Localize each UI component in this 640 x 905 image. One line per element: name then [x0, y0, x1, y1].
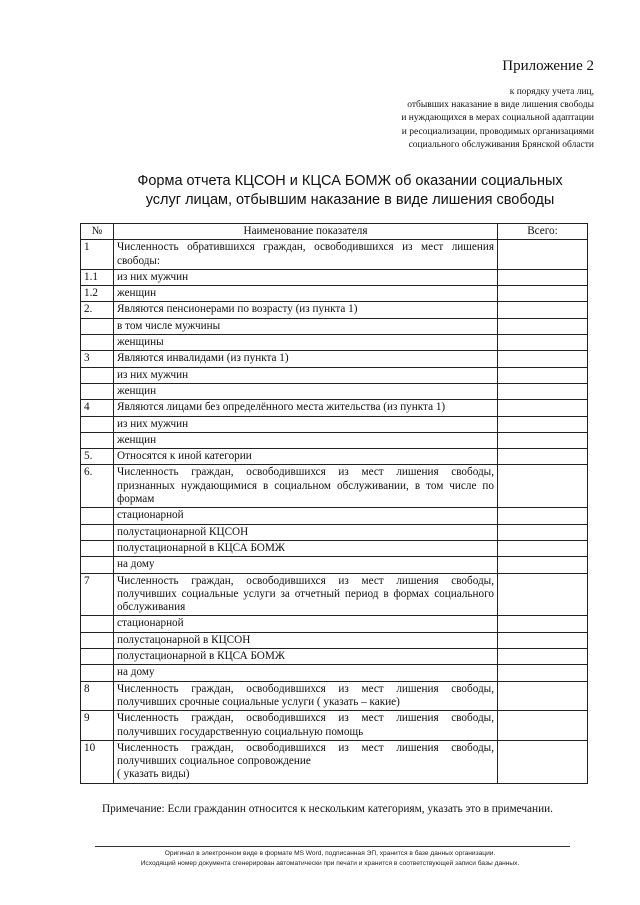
row-number: 8: [81, 681, 114, 711]
row-indicator-text: Являются инвалидами (из пункта 1): [117, 352, 289, 365]
row-indicator-text: стационарной: [117, 617, 184, 630]
form-title-line: Форма отчета КЦСОН и КЦСА БОМЖ об оказании социальных: [137, 173, 563, 189]
table-row: [81, 416, 588, 432]
row-total-cell[interactable]: [498, 524, 588, 540]
row-indicator-text: стационарной: [117, 509, 184, 522]
header-num: №: [81, 224, 114, 240]
row-indicator-text: Численность граждан, освободившихся из мест лишения свободы, получивших государственную социальную помощь: [117, 712, 494, 738]
table-row: [81, 524, 588, 540]
row-indicator: [114, 649, 498, 665]
row-total-cell[interactable]: [498, 286, 588, 302]
row-total-cell[interactable]: [498, 557, 588, 573]
row-indicator-text: Являются пенсионерами по возрасту (из пункта 1): [117, 303, 358, 316]
row-indicator: [114, 367, 498, 383]
table-row: [81, 367, 588, 383]
row-number: [81, 649, 114, 665]
row-indicator: [114, 616, 498, 632]
row-total-cell[interactable]: [498, 465, 588, 508]
form-title: [90, 172, 610, 210]
row-indicator-text: Являются лицами без определённого места жительства (из пункта 1): [117, 401, 446, 414]
row-number: [81, 540, 114, 556]
row-indicator: [114, 240, 498, 270]
table-row: [81, 649, 588, 665]
row-indicator: [114, 557, 498, 573]
row-indicator-text: полустационарной в КЦСА БОМЖ: [117, 650, 285, 663]
table-header-row: [81, 224, 588, 240]
table-row: [81, 632, 588, 648]
row-total-cell[interactable]: [498, 649, 588, 665]
row-total-cell[interactable]: [498, 302, 588, 318]
row-indicator-text: Численность граждан, освободившихся из мест лишения свободы, признанных нуждающимися в социальном обслуживании, в том числе по формам: [117, 466, 494, 506]
row-indicator: [114, 318, 498, 334]
row-total-cell[interactable]: [498, 383, 588, 399]
table-row: [81, 335, 588, 351]
row-total-cell[interactable]: [498, 508, 588, 524]
table-row: [81, 318, 588, 334]
report-table: [80, 223, 588, 784]
row-total-cell[interactable]: [498, 351, 588, 367]
row-total-cell[interactable]: [498, 711, 588, 741]
row-total-cell[interactable]: [498, 681, 588, 711]
row-number: 6.: [81, 465, 114, 508]
row-indicator: [114, 351, 498, 367]
row-number: 10: [81, 740, 114, 783]
row-indicator-text: Численность граждан, освободившихся из мест лишения свободы, получивших срочные социальные услуги ( указать – какие): [117, 682, 494, 708]
row-indicator-text: из них мужчин: [117, 368, 189, 381]
row-indicator: [114, 286, 498, 302]
appendix-line: к порядку учета лиц,: [509, 87, 594, 97]
appendix-line: отбывших наказание в виде лишения свободы: [407, 100, 594, 111]
row-number: [81, 616, 114, 632]
row-indicator-text: женщин: [117, 287, 157, 300]
appendix-subtitle: [401, 86, 594, 152]
row-indicator: [114, 665, 498, 681]
table-row: [81, 465, 588, 508]
table-row: [81, 383, 588, 399]
row-number: [81, 318, 114, 334]
footer-divider: [95, 846, 570, 847]
row-number: 5.: [81, 449, 114, 465]
row-number: [81, 383, 114, 399]
row-indicator: [114, 416, 498, 432]
table-row: [81, 681, 588, 711]
row-indicator-text: женщины: [117, 336, 164, 349]
row-number: 3: [81, 351, 114, 367]
row-indicator: [114, 432, 498, 448]
row-indicator: [114, 540, 498, 556]
row-number: 1.1: [81, 269, 114, 285]
table-row: [81, 540, 588, 556]
row-indicator-text: Численность граждан, освободившихся из мест лишения свободы, получивших социальное сопровождение: [117, 741, 494, 768]
table-row: [81, 508, 588, 524]
appendix-line: и ресоциализации, проводимых организациями: [401, 126, 594, 137]
row-indicator: [114, 740, 498, 783]
row-total-cell[interactable]: [498, 616, 588, 632]
row-total-cell[interactable]: [498, 449, 588, 465]
row-indicator: [114, 449, 498, 465]
appendix-line: социального обслуживания Брянской области: [408, 139, 594, 150]
row-number: [81, 557, 114, 573]
row-indicator-text: на дому: [117, 558, 155, 571]
row-number: [81, 367, 114, 383]
row-number: [81, 524, 114, 540]
appendix-title: Приложение 2: [502, 58, 594, 74]
row-total-cell[interactable]: [498, 400, 588, 416]
row-indicator-text: полустацонарной в КЦСОН: [117, 633, 251, 646]
row-indicator: [114, 711, 498, 741]
row-indicator-text: женщин: [117, 384, 157, 397]
row-indicator-text: из них мужчин: [117, 270, 189, 283]
row-indicator-text: Относятся к иной категории: [117, 450, 252, 463]
row-indicator: [114, 383, 498, 399]
footer-line: Оригинал в электронном виде в формате MS Word, подписанная ЭП, хранится в базе данных организации.: [164, 850, 496, 857]
row-indicator-text: из них мужчин: [117, 417, 189, 430]
row-indicator: [114, 524, 498, 540]
row-total-cell[interactable]: [498, 240, 588, 270]
row-total-cell[interactable]: [498, 540, 588, 556]
table-row: [81, 269, 588, 285]
row-indicator: [114, 269, 498, 285]
row-number: [81, 508, 114, 524]
footer: [60, 849, 600, 869]
row-number: [81, 416, 114, 432]
row-total-cell[interactable]: [498, 432, 588, 448]
table-body: [81, 240, 588, 783]
row-indicator: [114, 508, 498, 524]
table-row: [81, 740, 588, 783]
row-number: [81, 665, 114, 681]
row-number: 1.2: [81, 286, 114, 302]
row-total-cell[interactable]: [498, 632, 588, 648]
table-row: [81, 400, 588, 416]
row-indicator: [114, 573, 498, 616]
table-row: [81, 286, 588, 302]
row-number: 9: [81, 711, 114, 741]
row-indicator-extra: ( указать виды): [117, 768, 190, 781]
row-indicator-text: полустационарной в КЦСА БОМЖ: [117, 541, 285, 554]
header-total: Всего:: [498, 224, 588, 240]
row-indicator-text: женщин: [117, 433, 157, 446]
table-row: [81, 711, 588, 741]
table-row: [81, 557, 588, 573]
table-row: [81, 240, 588, 270]
row-number: [81, 432, 114, 448]
row-total-cell[interactable]: [498, 416, 588, 432]
form-title-line: услуг лицам, отбывшим наказание в виде лишения свободы: [145, 192, 555, 208]
row-total-cell[interactable]: [498, 740, 588, 783]
row-indicator-text: полустационарной КЦСОН: [117, 525, 249, 538]
row-total-cell[interactable]: [498, 367, 588, 383]
row-indicator: [114, 465, 498, 508]
row-indicator: [114, 681, 498, 711]
table-row: [81, 573, 588, 616]
row-indicator: [114, 335, 498, 351]
table-row: [81, 432, 588, 448]
row-number: 1: [81, 240, 114, 270]
header-name: Наименование показателя: [114, 224, 498, 240]
row-indicator-text: на дому: [117, 666, 155, 679]
table-row: [81, 616, 588, 632]
note: Примечание: Если гражданин относится к нескольким категориям, указать это в примечании.: [102, 803, 554, 815]
row-indicator: [114, 632, 498, 648]
row-indicator: [114, 302, 498, 318]
table-row: [81, 302, 588, 318]
row-total-cell[interactable]: [498, 269, 588, 285]
row-number: 4: [81, 400, 114, 416]
table-row: [81, 449, 588, 465]
row-indicator-text: в том числе мужчины: [117, 319, 221, 332]
table-row: [81, 351, 588, 367]
row-total-cell[interactable]: [498, 665, 588, 681]
row-indicator: [114, 400, 498, 416]
row-number: 2.: [81, 302, 114, 318]
row-indicator-text: Численность обратившихся граждан, освободившихся из мест лишения свободы:: [117, 241, 494, 267]
footer-line: Исходящий номер документа сгенерирован автоматически при печати и хранится в соответствующей записи базы данных.: [140, 860, 520, 867]
row-total-cell[interactable]: [498, 573, 588, 616]
table-row: [81, 665, 588, 681]
row-indicator-text: Численность граждан, освободившихся из мест лишения свободы, получивших социальные услуги за отчетный период в формах социального обслуживания: [117, 574, 494, 614]
row-number: [81, 632, 114, 648]
row-number: 7: [81, 573, 114, 616]
appendix-line: и нуждающихся в мерах социальной адаптации: [401, 113, 594, 124]
row-number: [81, 335, 114, 351]
row-total-cell[interactable]: [498, 335, 588, 351]
row-total-cell[interactable]: [498, 318, 588, 334]
